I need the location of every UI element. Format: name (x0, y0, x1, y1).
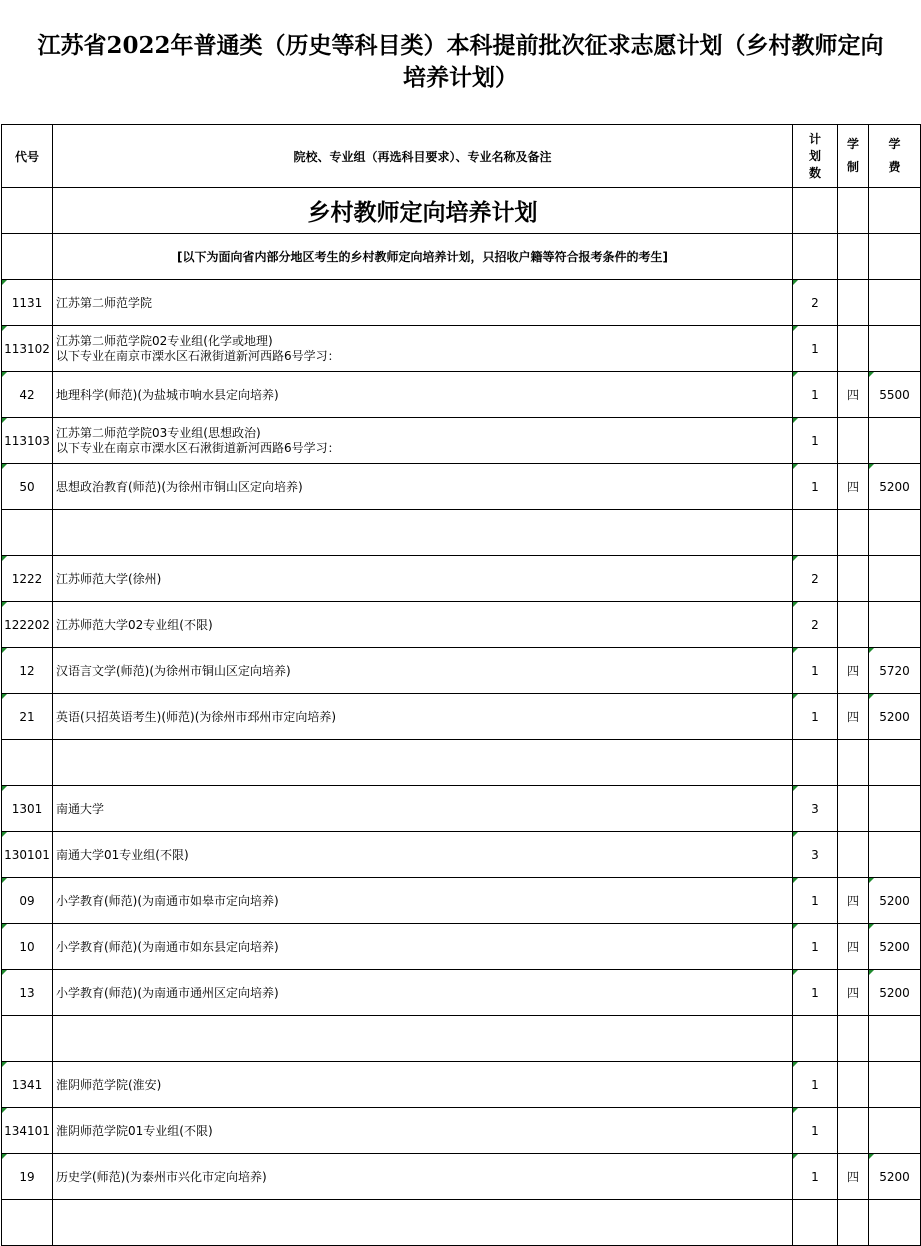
cell-length (838, 326, 869, 372)
cell-length (838, 280, 869, 326)
cell-plan: 1 (793, 1062, 838, 1108)
cell-fee: 5200 (869, 970, 921, 1016)
cell-plan: 3 (793, 832, 838, 878)
table-row (2, 602, 921, 648)
cell-plan: 1 (793, 1154, 838, 1200)
section-title: 乡村教师定向培养计划 (53, 188, 793, 234)
cell-length: 四 (838, 648, 869, 694)
cell-name: 江苏师范大学02专业组(不限) (53, 602, 793, 648)
note-row (2, 234, 921, 280)
cell-length (838, 1200, 869, 1246)
cell-name: 淮阴师范学院01专业组(不限) (53, 1108, 793, 1154)
table-row (2, 878, 921, 924)
cell-plan: 1 (793, 1108, 838, 1154)
table-row (2, 326, 921, 372)
table-row (2, 418, 921, 464)
cell-length: 四 (838, 694, 869, 740)
cell-name: 江苏第二师范学院02专业组(化学或地理) 以下专业在南京市溧水区石湫街道新河西路6号学习： (53, 326, 793, 372)
cell-plan: 1 (793, 648, 838, 694)
cell-name (53, 1200, 793, 1246)
cell-name: 思想政治教育(师范)(为徐州市铜山区定向培养) (53, 464, 793, 510)
cell-code: 21 (2, 694, 53, 740)
cell-length (838, 1108, 869, 1154)
cell-code: 1341 (2, 1062, 53, 1108)
cell-plan: 1 (793, 878, 838, 924)
cell-length (838, 1062, 869, 1108)
cell-length (838, 556, 869, 602)
header-fee: 学费 (869, 125, 921, 188)
cell-name: 南通大学01专业组(不限) (53, 832, 793, 878)
cell-fee (869, 786, 921, 832)
cell-fee (869, 1108, 921, 1154)
table-row (2, 970, 921, 1016)
table-row (2, 924, 921, 970)
cell-fee: 5200 (869, 878, 921, 924)
header-plan: 计划数 (793, 125, 838, 188)
section-title-row (2, 188, 921, 234)
cell-length: 四 (838, 924, 869, 970)
cell-fee: 5200 (869, 1154, 921, 1200)
cell-fee (869, 326, 921, 372)
cell-plan: 1 (793, 464, 838, 510)
cell-plan (793, 510, 838, 556)
table-header-row (2, 125, 921, 188)
cell-length (838, 602, 869, 648)
cell-length (838, 418, 869, 464)
cell-fee: 5200 (869, 924, 921, 970)
cell-code (2, 740, 53, 786)
cell-plan: 2 (793, 556, 838, 602)
cell-plan (793, 740, 838, 786)
cell-code: 10 (2, 924, 53, 970)
page-title (0, 30, 921, 94)
cell-code: 134101 (2, 1108, 53, 1154)
header-name: 院校、专业组（再选科目要求）、专业名称及备注 (53, 125, 793, 188)
table-row (2, 280, 921, 326)
table-row (2, 1200, 921, 1246)
cell-fee (869, 510, 921, 556)
cell-length: 四 (838, 372, 869, 418)
table-row (2, 1154, 921, 1200)
table-row (2, 1016, 921, 1062)
cell-code: 12 (2, 648, 53, 694)
cell-name: 江苏第二师范学院03专业组(思想政治) 以下专业在南京市溧水区石湫街道新河西路6号学习： (53, 418, 793, 464)
cell-code: 42 (2, 372, 53, 418)
cell-length (838, 786, 869, 832)
title-line-1: 江苏省2022年普通类（历史等科目类）本科提前批次征求志愿计划（乡村教师定向 (37, 32, 884, 59)
cell-plan: 2 (793, 280, 838, 326)
enrollment-plan-table (1, 124, 921, 1246)
cell-fee (869, 740, 921, 786)
cell-fee (869, 418, 921, 464)
cell-code: 19 (2, 1154, 53, 1200)
table-row (2, 1062, 921, 1108)
table-row (2, 694, 921, 740)
cell-code (2, 1200, 53, 1246)
cell-plan: 3 (793, 786, 838, 832)
cell-name: 汉语言文学(师范)(为徐州市铜山区定向培养) (53, 648, 793, 694)
cell-fee: 5720 (869, 648, 921, 694)
cell-code: 113102 (2, 326, 53, 372)
cell-code: 50 (2, 464, 53, 510)
cell-plan (793, 1016, 838, 1062)
cell-code: 1222 (2, 556, 53, 602)
cell-fee (869, 1062, 921, 1108)
cell-code (2, 510, 53, 556)
table-row (2, 372, 921, 418)
cell-fee (869, 602, 921, 648)
cell-name: 南通大学 (53, 786, 793, 832)
cell-code: 1301 (2, 786, 53, 832)
cell-fee (869, 832, 921, 878)
cell-name: 小学教育(师范)(为南通市通州区定向培养) (53, 970, 793, 1016)
cell-plan: 1 (793, 970, 838, 1016)
cell-fee: 5200 (869, 694, 921, 740)
cell-name (53, 740, 793, 786)
header-code: 代号 (2, 125, 53, 188)
cell-length (838, 1016, 869, 1062)
cell-code: 09 (2, 878, 53, 924)
header-length: 学制 (838, 125, 869, 188)
table-row (2, 464, 921, 510)
cell-name: 英语(只招英语考生)(师范)(为徐州市邳州市定向培养) (53, 694, 793, 740)
cell-plan: 1 (793, 418, 838, 464)
cell-plan: 2 (793, 602, 838, 648)
table-row (2, 740, 921, 786)
eligibility-note: [以下为面向省内部分地区考生的乡村教师定向培养计划，只招收户籍等符合报考条件的考生] (53, 234, 793, 280)
cell-length: 四 (838, 970, 869, 1016)
table-row (2, 1108, 921, 1154)
cell-fee: 5200 (869, 464, 921, 510)
cell-fee (869, 280, 921, 326)
table-row (2, 648, 921, 694)
cell-name: 小学教育(师范)(为南通市如皋市定向培养) (53, 878, 793, 924)
cell-name: 江苏师范大学(徐州) (53, 556, 793, 602)
cell-name (53, 1016, 793, 1062)
cell-code: 122202 (2, 602, 53, 648)
table-row (2, 510, 921, 556)
table-row (2, 832, 921, 878)
title-line-2: 培养计划） (403, 64, 518, 91)
cell-code (2, 1016, 53, 1062)
cell-length: 四 (838, 464, 869, 510)
cell-plan: 1 (793, 372, 838, 418)
cell-name: 小学教育(师范)(为南通市如东县定向培养) (53, 924, 793, 970)
cell-fee (869, 1016, 921, 1062)
cell-code: 13 (2, 970, 53, 1016)
cell-length: 四 (838, 1154, 869, 1200)
cell-code: 130101 (2, 832, 53, 878)
cell-code: 113103 (2, 418, 53, 464)
cell-name: 江苏第二师范学院 (53, 280, 793, 326)
cell-name: 地理科学(师范)(为盐城市响水县定向培养) (53, 372, 793, 418)
cell-name: 淮阴师范学院(淮安) (53, 1062, 793, 1108)
cell-length (838, 832, 869, 878)
cell-name (53, 510, 793, 556)
table-row (2, 556, 921, 602)
cell-code: 1131 (2, 280, 53, 326)
cell-fee (869, 556, 921, 602)
table-row (2, 786, 921, 832)
cell-name: 历史学(师范)(为泰州市兴化市定向培养) (53, 1154, 793, 1200)
cell-plan (793, 1200, 838, 1246)
cell-length (838, 740, 869, 786)
cell-length: 四 (838, 878, 869, 924)
cell-length (838, 510, 869, 556)
cell-fee: 5500 (869, 372, 921, 418)
cell-plan: 1 (793, 924, 838, 970)
cell-fee (869, 1200, 921, 1246)
cell-plan: 1 (793, 694, 838, 740)
cell-plan: 1 (793, 326, 838, 372)
